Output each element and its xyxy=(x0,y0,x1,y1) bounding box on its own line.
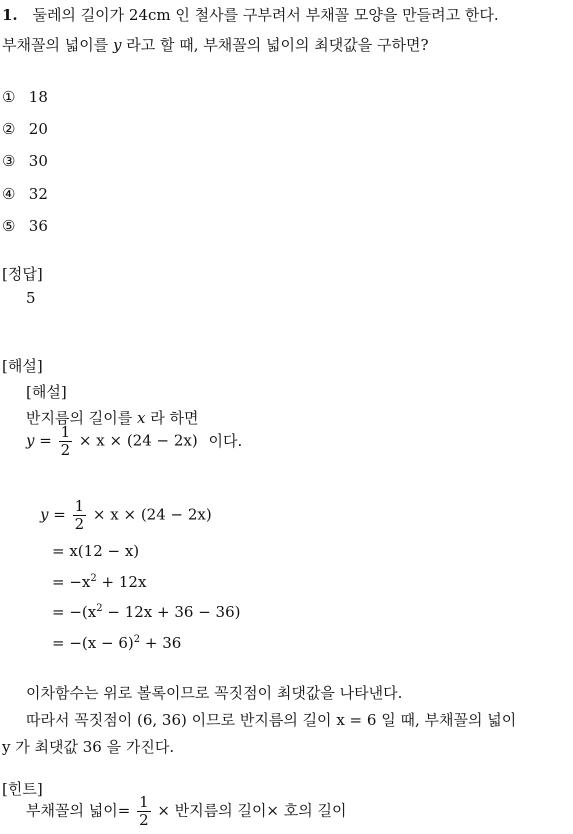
deriv-frac-num: 1 xyxy=(74,497,85,515)
step4-main: = −(x − 6) xyxy=(52,634,134,652)
hint-fraction xyxy=(137,794,151,829)
question-text-2b: 라고 할 때, 부채꼴의 넓이의 최댓값을 구하면? xyxy=(126,36,429,54)
choice-3-value: 30 xyxy=(28,152,48,170)
explanation-inner-label: [해설] xyxy=(26,383,67,401)
conclusion-line-1: 이차함수는 위로 볼록이므로 꼭짓점이 최댓값을 나타낸다. xyxy=(26,684,403,702)
choice-3-mark: ③ xyxy=(2,152,16,170)
explanation-variable: x xyxy=(136,409,146,427)
hint-frac-den: 2 xyxy=(139,811,149,829)
question-text-1: 둘레의 길이가 24cm 인 철사를 구부려서 부채꼴 모양을 만들려고 한다. xyxy=(32,6,499,24)
question-line-1 xyxy=(2,4,499,25)
choice-4 xyxy=(2,185,48,203)
answer-label: [정답] xyxy=(2,265,43,283)
eq1-lhs: y = xyxy=(26,431,52,450)
explanation-label: [해설] xyxy=(2,357,43,375)
choice-2 xyxy=(2,120,48,138)
step4-sup: 2 xyxy=(133,634,141,645)
step3-tail: − 12x + 36 − 36) xyxy=(107,603,241,621)
hint-line xyxy=(26,794,347,829)
choice-1-value: 18 xyxy=(28,88,48,106)
conclusion-line-2: 따라서 꼭짓점이 (6, 36) 이므로 반지름의 길이 x = 6 일 때, 부채꼴의 넓이 xyxy=(26,711,517,729)
choice-5-value: 36 xyxy=(28,217,48,235)
answer-value: 5 xyxy=(26,289,36,307)
step3-main: = −(x xyxy=(52,603,97,621)
eq1-fraction xyxy=(59,424,73,459)
explanation-text-1a: 반지름의 길이를 xyxy=(26,409,133,427)
choice-5-mark: ⑤ xyxy=(2,217,16,235)
choice-1-mark: ① xyxy=(2,88,16,106)
step4-tail: + 36 xyxy=(144,634,182,652)
question-number: 1. xyxy=(2,6,18,24)
derivation-line-1: = x(12 − x) xyxy=(52,542,140,560)
choice-4-value: 32 xyxy=(28,185,48,203)
derivation-line-2 xyxy=(52,573,146,591)
choice-1 xyxy=(2,88,48,106)
deriv-lhs: y = xyxy=(40,505,66,524)
question-variable: y xyxy=(112,36,122,54)
derivation-line-0 xyxy=(40,498,212,533)
deriv-frac-den: 2 xyxy=(74,515,85,533)
choice-5 xyxy=(2,217,48,235)
hint-label: [힌트] xyxy=(2,780,43,798)
deriv-rhs: × x × (24 − 2x) xyxy=(92,505,212,524)
choice-2-value: 20 xyxy=(28,120,48,138)
explanation-text-1b: 라 하면 xyxy=(150,409,199,427)
eq1-frac-num: 1 xyxy=(60,423,71,441)
eq1-frac-den: 2 xyxy=(60,441,71,459)
eq1-tail: 이다. xyxy=(208,431,243,450)
eq1-rhs: × x × (24 − 2x) xyxy=(78,431,198,450)
choice-3 xyxy=(2,152,48,170)
hint-text-b: × 반지름의 길이× 호의 길이 xyxy=(157,801,347,820)
step3-sup: 2 xyxy=(96,603,103,614)
conclusion-line-3: y 가 최댓값 36 을 가진다. xyxy=(2,738,175,756)
derivation-line-3 xyxy=(52,603,241,621)
step2-main: = −x xyxy=(52,573,91,591)
question-line-2 xyxy=(2,34,429,55)
hint-text-a: 부채꼴의 넓이= xyxy=(26,801,131,820)
step2-sup: 2 xyxy=(90,573,97,584)
hint-frac-num: 1 xyxy=(139,793,149,811)
derivation-line-4 xyxy=(52,634,181,652)
choice-4-mark: ④ xyxy=(2,185,16,203)
deriv-fraction xyxy=(73,498,87,533)
explanation-equation-1 xyxy=(26,424,242,459)
question-text-2a: 부채꼴의 넓이를 xyxy=(2,36,109,54)
choice-2-mark: ② xyxy=(2,120,16,138)
step2-tail: + 12x xyxy=(101,573,147,591)
